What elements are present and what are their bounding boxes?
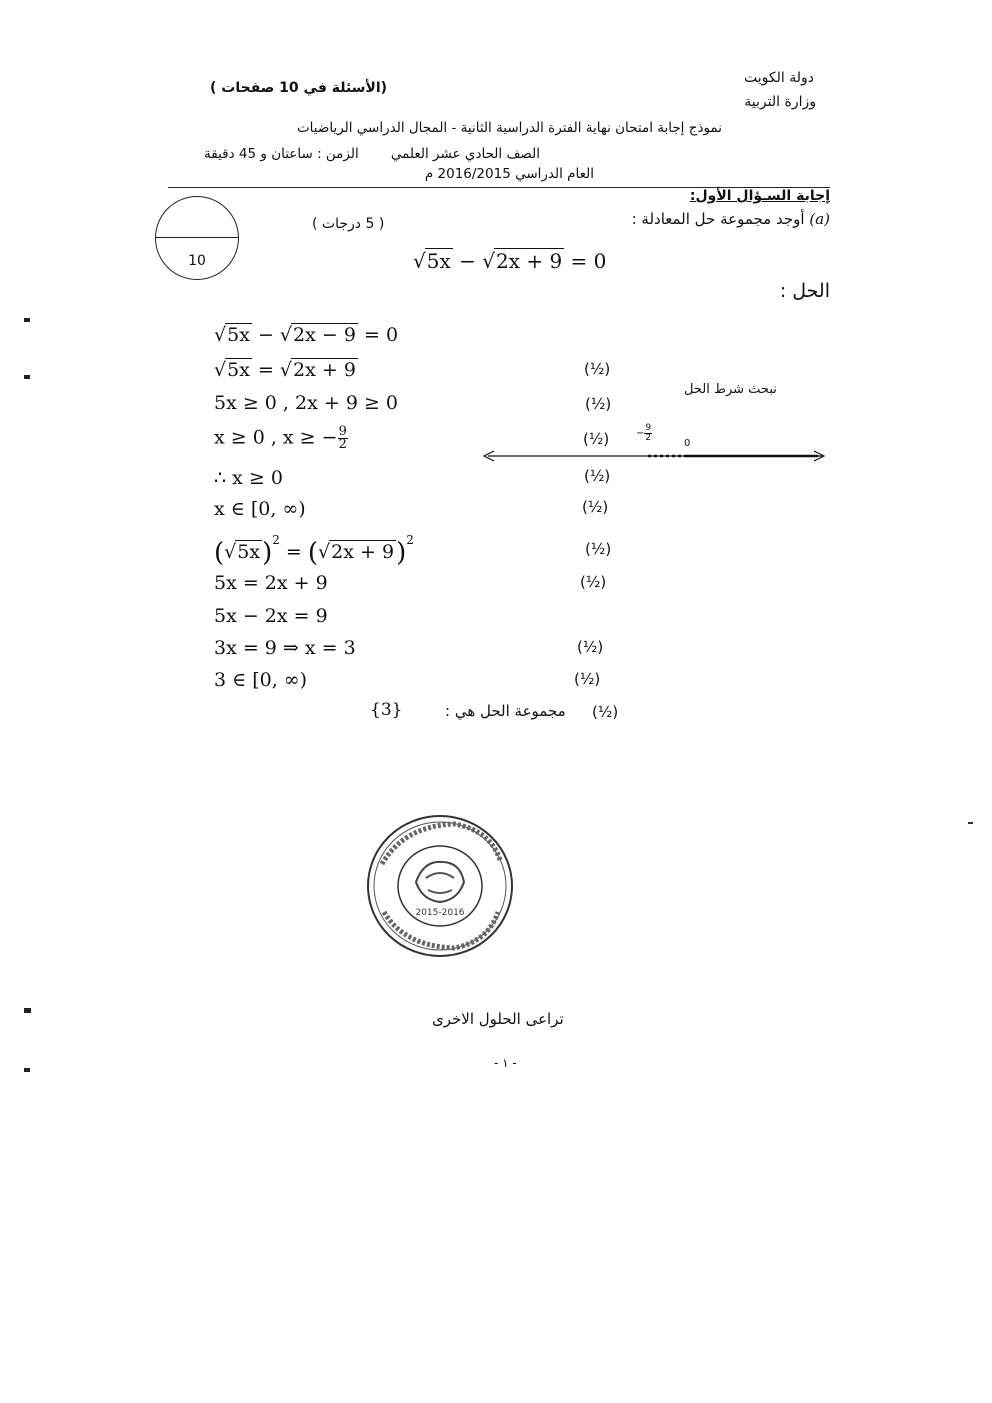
equation-radicand-2: 2x + 9 [495, 249, 563, 273]
footer-note: تراعى الحلول الاخرى [432, 1010, 564, 1028]
half-mark: (½) [580, 573, 607, 591]
scan-speck [24, 1008, 31, 1013]
half-mark: (½) [582, 498, 609, 516]
question-heading: إجابة السـؤال الأول: [689, 188, 830, 204]
half-mark: (½) [574, 670, 601, 688]
country-name: دولة الكويت [744, 70, 814, 86]
numberline-tick-neg-nine-halves: − $\frac{9}{2}$ [636, 423, 652, 443]
equation-radicand-1: 5x [426, 249, 451, 273]
main-equation: √5x − √2x + 9 = 0 [413, 249, 607, 273]
half-mark: (½) [585, 540, 612, 558]
equation-rest: = 0 [570, 249, 607, 273]
half-mark: (½) [577, 638, 604, 656]
official-stamp [364, 812, 516, 960]
solution-line-3: 5x ≥ 0 , 2x + 9 ≥ 0 [214, 392, 398, 414]
numberline-note: نبحث شرط الحل [684, 382, 777, 397]
exam-title: نموذج إجابة امتحان نهاية الفترة الدراسية الثانية - المجال الدراسي الرياضيات [296, 120, 722, 136]
solution-line-6: x ∈ [0, ∞) [214, 498, 306, 520]
solution-line-1: √5x − √2x − 9 = 0 [214, 324, 399, 346]
half-mark: (½) [583, 430, 610, 448]
half-mark: (½) [592, 703, 619, 721]
question-prompt: أوجد مجموعة حل المعادلة : [631, 210, 805, 228]
solution-line-4: x ≥ 0 , x ≥ − $\frac{9}{2}$ [214, 424, 347, 452]
score-circle [155, 196, 239, 280]
solution-line-7: $(√5x)^2 = (√2x + 9)^2$ [214, 533, 414, 568]
scan-speck [968, 822, 973, 824]
solution-line-10: 3x = 9 ⇒ x = 3 [214, 637, 356, 659]
school-year: العام الدراسي 2016/2015 م [424, 166, 594, 182]
solution-label: الحل : [779, 280, 830, 302]
number-line [478, 420, 830, 470]
grade-label: الصف الحادي عشر العلمي [390, 146, 540, 162]
ministry-name: وزارة التربية [744, 94, 816, 110]
solution-line-9: 5x − 2x = 9 [214, 605, 328, 627]
solution-line-5: ∴ x ≥ 0 [214, 467, 283, 489]
part-label: (a) [809, 210, 830, 228]
scan-speck [24, 1068, 30, 1072]
solution-line-8: 5x = 2x + 9 [214, 572, 328, 594]
solution-line-2: √5x = √2x + 9 [214, 359, 356, 381]
question-prompt-row [632, 210, 830, 228]
scan-speck [24, 318, 30, 322]
score-value: 10 [188, 253, 206, 269]
half-mark: (½) [585, 395, 612, 413]
marks-label: ( 5 درجات ) [312, 216, 385, 232]
pages-note: (الأسئلة في 10 صفحات ) [210, 80, 388, 96]
time-label: الزمن : ساعتان و 45 دقيقة [204, 146, 359, 162]
half-mark: (½) [584, 360, 611, 378]
stamp-years: 2015-2016 [415, 908, 465, 918]
scan-speck [24, 375, 30, 379]
solution-line-11: 3 ∈ [0, ∞) [214, 669, 308, 691]
numberline-tick-zero: 0 [684, 438, 691, 449]
solution-set-value: {3} [370, 700, 403, 720]
solution-set-label: مجموعة الحل هي : [445, 702, 566, 720]
page-number: - ١ - [494, 1056, 517, 1070]
half-mark: (½) [584, 467, 611, 485]
